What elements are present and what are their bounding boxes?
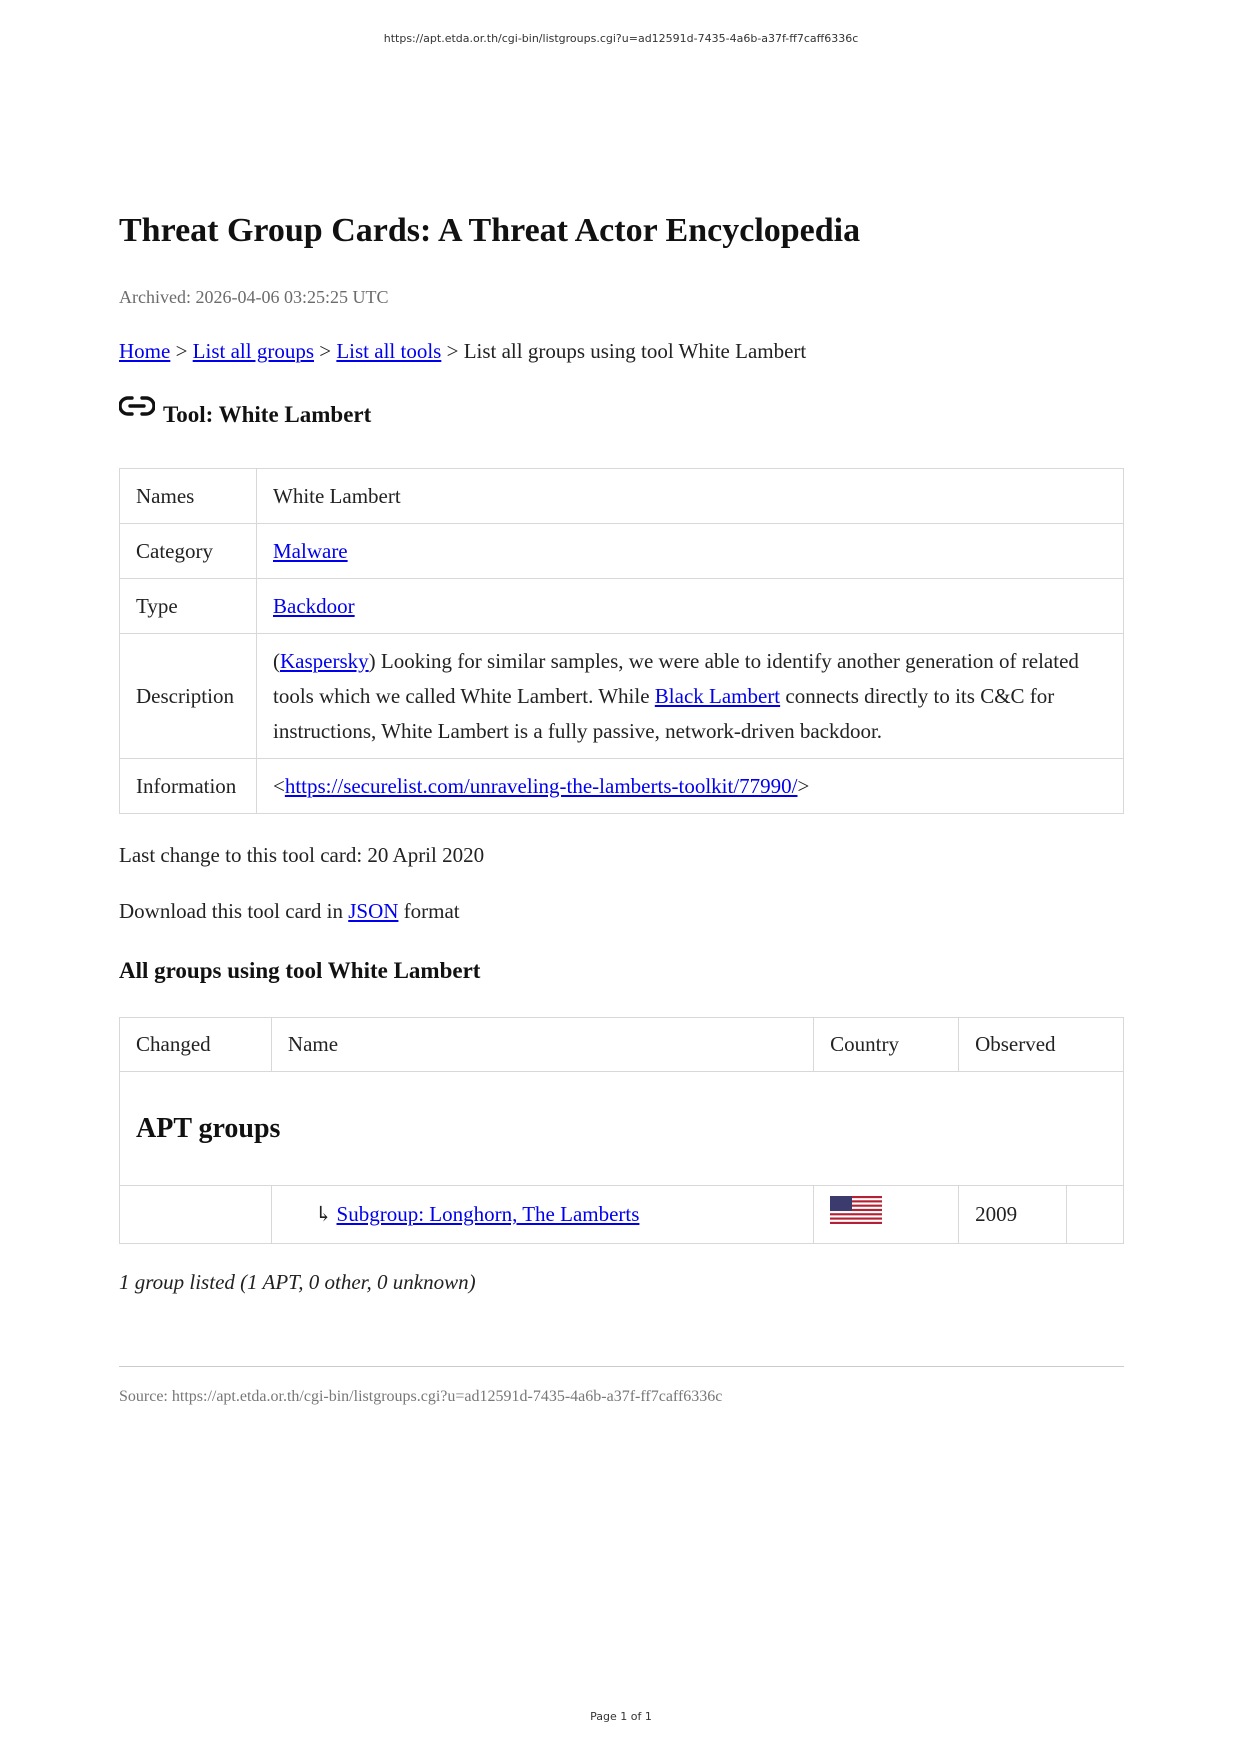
information-label: Information — [120, 759, 257, 814]
extra-cell — [1067, 1186, 1124, 1244]
description-open-paren: ( — [273, 648, 280, 673]
download-line — [119, 899, 460, 924]
json-download-link[interactable]: JSON — [348, 899, 399, 923]
column-header-observed: Observed — [959, 1018, 1124, 1072]
groups-table — [119, 1017, 1124, 1244]
name-cell — [271, 1186, 813, 1244]
names-label: Names — [120, 469, 257, 524]
observed-cell: 2009 — [959, 1186, 1067, 1244]
groups-table-header — [120, 1018, 1124, 1072]
page-title: Threat Group Cards: A Threat Actor Encyclopedia — [119, 212, 861, 249]
information-gt: > — [797, 773, 810, 798]
category-link[interactable]: Malware — [273, 538, 348, 563]
breadcrumb — [119, 339, 806, 364]
changed-cell — [120, 1186, 272, 1244]
black-lambert-link[interactable]: Black Lambert — [654, 683, 781, 708]
download-prefix: Download this tool card in — [119, 899, 349, 923]
names-row — [120, 469, 1124, 524]
section-row-apt — [120, 1072, 1124, 1186]
country-cell — [814, 1186, 959, 1244]
groups-heading: All groups using tool White Lambert — [119, 958, 481, 983]
tool-heading — [119, 402, 371, 428]
description-row — [120, 634, 1124, 759]
description-value — [257, 634, 1124, 759]
breadcrumb-current: List all groups using tool White Lambert — [463, 339, 807, 363]
description-label: Description — [120, 634, 257, 759]
subgroup-arrow-icon: ↳ — [314, 1202, 333, 1226]
archived-timestamp: Archived: 2026-04-06 03:25:25 UTC — [119, 287, 389, 307]
source-text: Source: https://apt.etda.or.th/cgi-bin/listgroups.cgi?u=ad12591d-7435-4a6b-a37f-ff7caff6336c — [119, 1388, 723, 1405]
type-link[interactable]: Backdoor — [273, 593, 355, 618]
securelist-link[interactable]: https://securelist.com/unraveling-the-lamberts-toolkit/77990/ — [284, 773, 798, 798]
information-row — [120, 759, 1124, 814]
names-value: White Lambert — [257, 469, 1124, 524]
information-cell — [257, 759, 1124, 814]
breadcrumb-groups-link[interactable]: List all groups — [192, 339, 314, 363]
kaspersky-link[interactable]: Kaspersky — [280, 648, 369, 673]
breadcrumb-separator: > — [170, 339, 193, 363]
type-row — [120, 579, 1124, 634]
type-cell — [257, 579, 1124, 634]
page-number: Page 1 of 1 — [590, 1710, 652, 1723]
section-title: APT groups — [120, 1072, 1124, 1186]
groups-summary: 1 group listed (1 APT, 0 other, 0 unknown) — [119, 1270, 476, 1294]
description-text-2: connects directly to its C&C for instructions, White Lambert is a fully passive, network-driven backdoor. — [273, 683, 1055, 743]
footer-divider — [119, 1366, 1124, 1367]
description-text-1: ) Looking for similar samples, we were able to identify another generation of related tools which we called White Lambert. While — [273, 648, 1079, 708]
column-header-country: Country — [814, 1018, 959, 1072]
us-flag-icon — [830, 1196, 882, 1224]
table-row — [120, 1186, 1124, 1244]
category-cell — [257, 524, 1124, 579]
type-label: Type — [120, 579, 257, 634]
tool-heading-text: Tool: White Lambert — [163, 402, 372, 427]
column-header-name: Name — [271, 1018, 813, 1072]
column-header-changed: Changed — [120, 1018, 272, 1072]
print-header-url: https://apt.etda.or.th/cgi-bin/listgroups.cgi?u=ad12591d-7435-4a6b-a37f-ff7caff6336c — [383, 32, 859, 45]
information-lt: < — [273, 773, 285, 798]
category-label: Category — [120, 524, 257, 579]
category-row — [120, 524, 1124, 579]
breadcrumb-tools-link[interactable]: List all tools — [336, 339, 442, 363]
download-suffix: format — [398, 899, 460, 923]
group-link-longhorn[interactable]: Subgroup: Longhorn, The Lamberts — [336, 1202, 640, 1226]
breadcrumb-separator: > — [441, 339, 464, 363]
tool-info-table — [119, 468, 1124, 814]
last-change-text: Last change to this tool card: 20 April 2020 — [119, 843, 485, 867]
breadcrumb-home-link[interactable]: Home — [119, 339, 171, 363]
breadcrumb-separator: > — [314, 339, 337, 363]
link-icon — [119, 394, 155, 420]
